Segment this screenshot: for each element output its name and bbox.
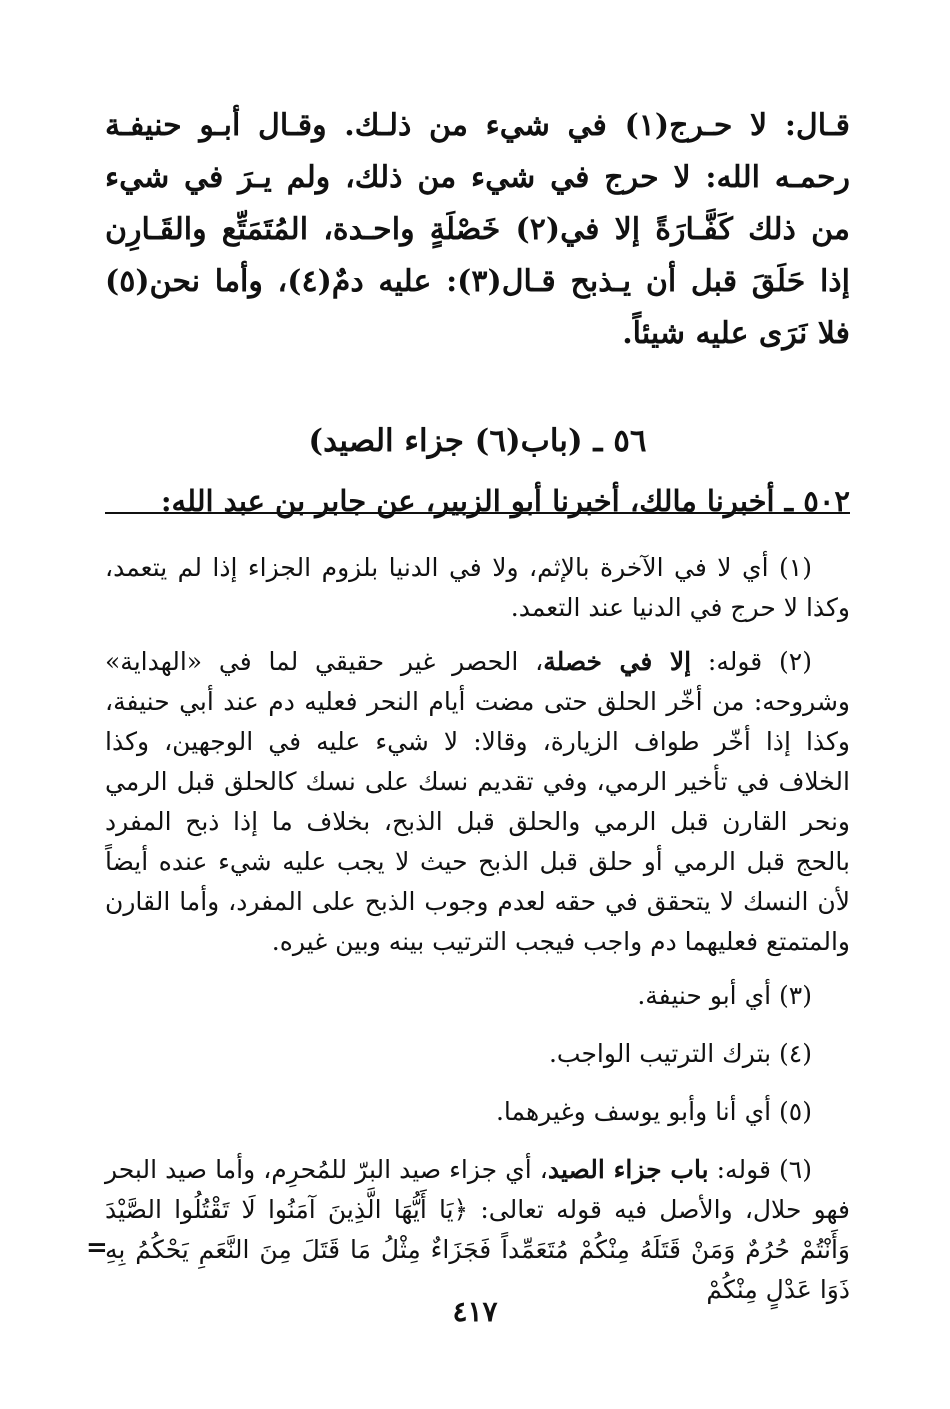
main-text-block [105, 100, 850, 526]
main-paragraph: قـال: لا حـرج(١) في شيء من ذلـك. وقـال أبـو حنيفـة رحمـه الله: لا حرج في شيء من ذلك، ولم يـرَ في شيء من ذلك كَفَّـارَةً إلا في(٢) خَصْلَةٍ واحـدة، المُتَمَتِّع والقَـارِن إذا حَلَقَ قبل أن يـذبح قـال(٣): عليه دمٌ(٤)، وأما نحن(٥) فلا نَرَى عليه شيئاً. [105, 108, 851, 351]
footnote-6 [105, 1150, 850, 1310]
footnote-2-prefix: (٢) قوله: [691, 647, 812, 676]
hadith-line: ٥٠٢ ـ أخبرنا مالك، أخبرنا أبو الزبير، عن جابر بن عبد الله: [160, 484, 850, 518]
footnote-1: (١) أي لا في الآخرة بالإثم، ولا في الدنيا بلزوم الجزاء إذا لم يتعمد، وكذا لا حرج في الدنيا عند التعمد. [105, 553, 850, 622]
continuation-mark: = [86, 1233, 108, 1263]
footnote-4: (٤) بترك الترتيب الواجب. [548, 1039, 812, 1068]
footnote-2 [105, 642, 850, 962]
footnotes-block [105, 548, 850, 1324]
footnote-6-text: ، أي جزاء صيد البرّ للمُحرِم، وأما صيد البحر فهو حلال، والأصل فيه قوله تعالى: ﴿يَا أَيُّهَا الَّذِينَ آمَنُوا لَا تَقْتُلُوا الصَّيْدَ وَأَنْتُمْ حُرُمٌ وَمَنْ قَتَلَهُ مِنْكُمْ مُتَعَمِّداً فَجَزَاءٌ مِثْلُ مَا قَتَلَ مِنَ النَّعَمِ يَحْكُمُ بِهِ ذَوَا عَدْلٍ مِنْكُمْ [105, 1155, 850, 1304]
footnote-6-keyword: باب جزاء الصيد [547, 1155, 709, 1184]
footnote-2-keyword: إلا في خصلة [543, 647, 692, 676]
footnote-3: (٣) أي أبو حنيفة. [637, 981, 812, 1010]
footnote-5: (٥) أي أنا وأبو يوسف وغيرهما. [495, 1097, 812, 1126]
footnote-6-prefix: (٦) قوله: [708, 1155, 812, 1184]
chapter-heading: ٥٦ ـ (باب(٦) جزاء الصيد) [308, 423, 647, 459]
footnote-separator [105, 512, 850, 514]
page-number: ٤١٧ [452, 1295, 498, 1328]
footnote-2-text: ، الحصر غير حقيقي لما في «الهداية» وشروحه: من أخّر الحلق حتى مضت أيام النحر فعليه دم عند أبي حنيفة، وكذا إذا أخّر طواف الزيارة، وقالا: لا شيء عليه في الوجهين، وكذا الخلاف في تأخير الرمي، وفي تقديم نسك على نسك كالحلق قبل الرمي ونحر القارن قبل الرمي والحلق قبل الذبح، بخلاف ما إذا ذبح المفرد بالحج قبل الرمي أو حلق قبل الذبح حيث لا يجب عليه شيء عنده أيضاً لأن النسك لا يتحقق في حقه لعدم وجوب الذبح على المفرد، وأما القارن والمتمتع فعليهما دم واجب فيجب الترتيب بينه وبين غيره. [105, 647, 850, 956]
